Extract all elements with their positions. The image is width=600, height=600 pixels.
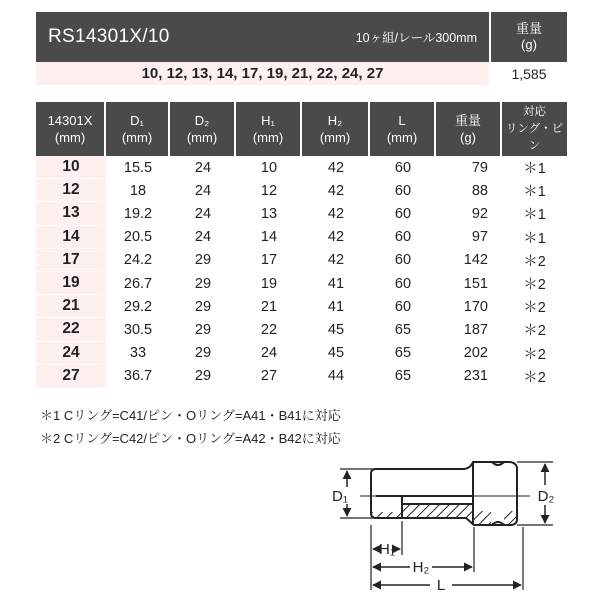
header-ring-pin: 対応 リング・ピン xyxy=(502,102,567,156)
weight-cell: 170 xyxy=(463,298,488,315)
d2-cell: 29 xyxy=(194,345,212,362)
h2-cell: 42 xyxy=(327,182,345,199)
size-cell: 12 xyxy=(36,179,106,202)
header-l: L (mm) xyxy=(370,102,436,156)
weight-cell: 231 xyxy=(463,368,488,385)
d2-cell: 24 xyxy=(194,205,212,222)
spec-header-row xyxy=(36,102,567,156)
h1-cell: 13 xyxy=(260,205,278,222)
spec-table xyxy=(36,102,567,388)
size-cell: 19 xyxy=(36,272,106,295)
d1-cell: 30.5 xyxy=(123,321,153,338)
header-size: 14301X (mm) xyxy=(36,102,106,156)
d1-cell: 33 xyxy=(129,345,147,362)
h2-cell: 42 xyxy=(327,205,345,222)
d2-cell: 24 xyxy=(194,229,212,246)
weight-cell: 97 xyxy=(471,229,488,246)
l-cell: 65 xyxy=(394,345,412,362)
set-summary-row xyxy=(36,62,567,85)
header-weight: 重量 (g) xyxy=(436,102,502,156)
size-cell: 17 xyxy=(36,249,106,272)
d2-cell: 29 xyxy=(194,321,212,338)
h2-cell: 41 xyxy=(327,298,345,315)
set-summary-header xyxy=(36,12,567,62)
d1-cell: 19.2 xyxy=(123,205,153,222)
set-title-cell xyxy=(36,12,491,62)
weight-cell: 151 xyxy=(463,275,488,292)
h2-cell: 44 xyxy=(327,368,345,385)
l-cell: 60 xyxy=(394,159,412,176)
d2-cell: 29 xyxy=(194,252,212,269)
ring-pin-cell: ＊2 xyxy=(523,346,546,363)
footnote-2: ＊2 Cリング=C42/ピン・Oリング=A42・B42に対応 xyxy=(40,431,341,446)
weight-label: 重量 xyxy=(515,21,542,36)
l-cell: 60 xyxy=(394,205,412,222)
weight-cell: 202 xyxy=(463,345,488,362)
d1-cell: 29.2 xyxy=(123,298,153,315)
footnotes xyxy=(40,404,341,450)
weight-unit: (g) xyxy=(521,37,537,52)
set-sizes: 10, 12, 13, 14, 17, 19, 21, 22, 24, 27 xyxy=(36,62,491,85)
table-row xyxy=(36,365,567,388)
d1-cell: 36.7 xyxy=(123,368,153,385)
h1-cell: 14 xyxy=(260,229,278,246)
h2-cell: 42 xyxy=(327,159,345,176)
d2-cell: 29 xyxy=(194,298,212,315)
model-number: RS14301X/10 xyxy=(48,26,170,47)
h2-cell: 45 xyxy=(327,321,345,338)
ring-pin-cell: ＊1 xyxy=(523,230,546,247)
footnote-1: ＊1 Cリング=C41/ピン・Oリング=A41・B41に対応 xyxy=(40,408,341,423)
d1-cell: 26.7 xyxy=(123,275,153,292)
size-cell: 10 xyxy=(36,156,106,179)
ring-pin-cell: ＊2 xyxy=(523,300,546,317)
ring-pin-cell: ＊2 xyxy=(523,369,546,386)
h2-cell: 42 xyxy=(327,252,345,269)
header-d1: D₁ (mm) xyxy=(106,102,170,156)
weight-cell: 142 xyxy=(463,252,488,269)
l-cell: 60 xyxy=(394,182,412,199)
h1-cell: 21 xyxy=(260,298,278,315)
header-h2: H₂ (mm) xyxy=(302,102,370,156)
d2-cell: 29 xyxy=(194,275,212,292)
table-row xyxy=(36,342,567,365)
size-cell: 27 xyxy=(36,365,106,388)
l-cell: 65 xyxy=(394,321,412,338)
table-row xyxy=(36,318,567,341)
hatched-section xyxy=(372,504,516,524)
label-d2: D₂ xyxy=(537,488,555,505)
size-cell: 14 xyxy=(36,226,106,249)
label-h1: H₁ xyxy=(379,541,395,558)
d2-cell: 24 xyxy=(194,159,212,176)
weight-cell: 79 xyxy=(471,159,488,176)
h1-cell: 10 xyxy=(260,159,278,176)
table-row xyxy=(36,272,567,295)
weight-cell: 187 xyxy=(463,321,488,338)
ring-pin-cell: ＊2 xyxy=(523,253,546,270)
weight-cell: 92 xyxy=(471,205,488,222)
ring-pin-cell: ＊2 xyxy=(523,323,546,340)
size-cell: 21 xyxy=(36,295,106,318)
socket-dimension-diagram xyxy=(320,455,560,595)
d2-cell: 24 xyxy=(194,182,212,199)
d1-cell: 24.2 xyxy=(123,252,153,269)
table-row xyxy=(36,249,567,272)
h1-cell: 17 xyxy=(260,252,278,269)
set-weight-value: 1,585 xyxy=(511,65,547,82)
d1-cell: 18 xyxy=(129,182,147,199)
h1-cell: 12 xyxy=(260,182,278,199)
ring-pin-cell: ＊1 xyxy=(523,161,546,178)
table-row xyxy=(36,156,567,179)
h1-cell: 24 xyxy=(260,345,278,362)
ring-pin-cell: ＊2 xyxy=(523,277,546,294)
l-cell: 60 xyxy=(394,275,412,292)
set-description: 10ヶ組/レール300mm xyxy=(355,31,477,45)
set-weight-header xyxy=(491,12,567,62)
d1-cell: 15.5 xyxy=(123,159,153,176)
h2-cell: 45 xyxy=(327,345,345,362)
l-cell: 60 xyxy=(394,229,412,246)
l-cell: 60 xyxy=(394,298,412,315)
label-d1: D₁ xyxy=(332,488,348,505)
size-cell: 22 xyxy=(36,318,106,341)
h2-cell: 42 xyxy=(327,229,345,246)
header-d2: D₂ (mm) xyxy=(170,102,236,156)
ring-pin-cell: ＊1 xyxy=(523,184,546,201)
table-row xyxy=(36,295,567,318)
table-row xyxy=(36,179,567,202)
header-h1: H₁ (mm) xyxy=(236,102,302,156)
label-l: L xyxy=(436,577,446,594)
label-h2: H₂ xyxy=(412,559,430,576)
size-cell: 13 xyxy=(36,202,106,225)
weight-cell: 88 xyxy=(471,182,488,199)
size-cell: 24 xyxy=(36,342,106,365)
h1-cell: 19 xyxy=(260,275,278,292)
d1-cell: 20.5 xyxy=(123,229,153,246)
h1-cell: 27 xyxy=(260,368,278,385)
h1-cell: 22 xyxy=(260,321,278,338)
h2-cell: 41 xyxy=(327,275,345,292)
set-summary-table xyxy=(36,12,567,85)
ring-pin-cell: ＊1 xyxy=(523,207,546,224)
l-cell: 65 xyxy=(394,368,412,385)
d2-cell: 29 xyxy=(194,368,212,385)
l-cell: 60 xyxy=(394,252,412,269)
table-row xyxy=(36,202,567,225)
table-row xyxy=(36,226,567,249)
